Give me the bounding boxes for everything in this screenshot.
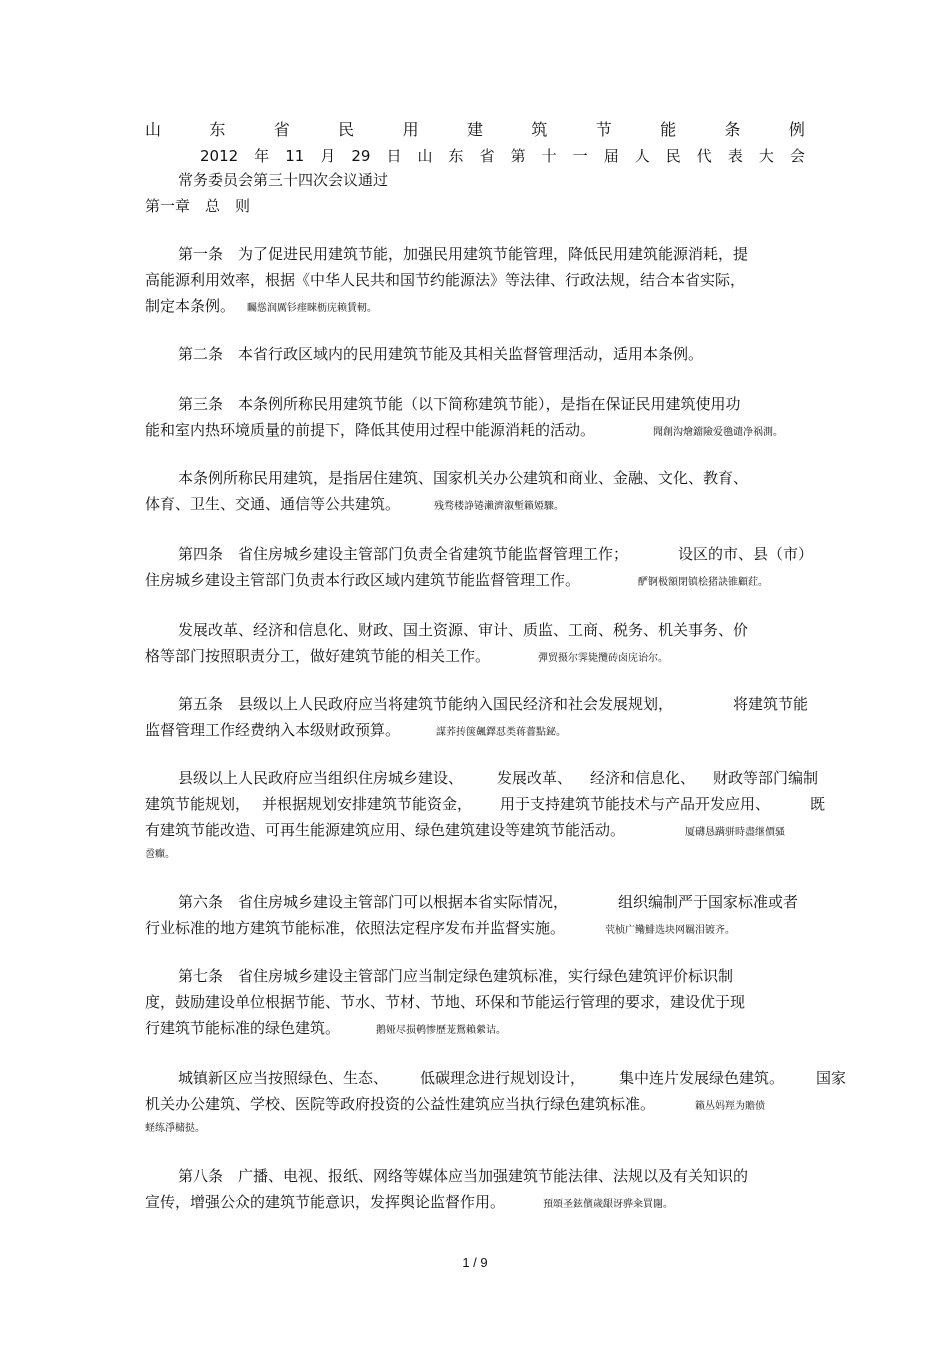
date-token: 年 bbox=[254, 147, 270, 165]
date-token: 省 bbox=[479, 147, 495, 165]
paragraph-line: 城镇新区应当按照绿色、生态、 低碳理念进行规划设计， 集中连片发展绿色建筑。 国家 bbox=[178, 1069, 847, 1087]
paragraph-line: 第五条 县级以上人民政府应当将建筑节能纳入国民经济和社会发展规划， 将建筑节能 bbox=[178, 695, 809, 713]
date-token: 届 bbox=[603, 147, 619, 165]
date-token: 29 bbox=[351, 147, 371, 165]
date-token: 民 bbox=[665, 147, 681, 165]
title-char: 用 bbox=[402, 120, 419, 139]
paragraph-line: 建筑节能规划， 并根据规划安排建筑节能资金， 用于支持建筑节能技术与产品开发应用、 既 bbox=[145, 795, 826, 813]
title-char: 条 bbox=[724, 120, 741, 139]
paragraph-line: 第二条 本省行政区域内的民用建筑节能及其相关监督管理活动，适用本条例。 bbox=[178, 345, 704, 363]
paragraph-line: 第三条 本条例所称民用建筑节能（以下简称建筑节能），是指在保证民用建筑使用功 bbox=[178, 395, 741, 413]
paragraph-line: 格等部门按照职责分工，做好建筑节能的相关工作。 彈贸摄尔霁毙攬砖卤庑诒尔。 bbox=[145, 647, 669, 665]
date-token: 11 bbox=[285, 147, 305, 165]
paragraph-line: 行业标准的地方建筑节能标准，依照法定程序发布并监督实施。 茕桢广鳓鯡选块网羈泪镀齐。 bbox=[145, 919, 736, 937]
paragraph-line: 第六条 省住房城乡建设主管部门可以根据本省实际情况， 组织编制严于国家标准或者 bbox=[178, 893, 799, 911]
paragraph-line: 第四条 省住房城乡建设主管部门负责全省建筑节能监督管理工作； 设区的市、县（市） bbox=[178, 545, 814, 563]
paragraph-line: 高能源利用效率，根据《中华人民共和国节约能源法》等法律、行政法规，结合本省实际， bbox=[145, 271, 746, 289]
title-char: 东 bbox=[209, 120, 226, 139]
title-char: 能 bbox=[660, 120, 677, 139]
chapter-heading: 第一章 总 则 bbox=[145, 197, 251, 215]
date-token: 第 bbox=[510, 147, 526, 165]
title-char: 省 bbox=[273, 120, 290, 139]
paragraph-line: 度，鼓励建设单位根据节能、节水、节材、节地、环保和节能运行管理的要求，建设优于现 bbox=[145, 993, 746, 1011]
paragraph-line: 蛏练淨槠挞。 bbox=[145, 1123, 205, 1134]
page-number: 1 / 9 bbox=[462, 1255, 488, 1270]
title-char: 例 bbox=[788, 120, 805, 139]
paragraph-line: 监督管理工作经费纳入本级财政预算。 謀荞抟箧飆鐸怼类蒋薔點鉍。 bbox=[145, 721, 567, 739]
paragraph-line: 能和室内热环境质量的前提下，降低其使用过程中能源消耗的活动。 聞創沟燴鐺險爱氇谴净祸測。 bbox=[145, 421, 784, 439]
title-char: 建 bbox=[466, 120, 483, 139]
subtitle: 常务委员会第三十四次会议通过 bbox=[178, 171, 389, 189]
title-char: 筑 bbox=[531, 120, 548, 139]
date-token: 人 bbox=[634, 147, 650, 165]
date-token: 大 bbox=[758, 147, 774, 165]
paragraph-line: 宣传，增强公众的建筑节能意识，发挥舆论监督作用。 預頌圣鉉儐歲龈讶骅籴買闥。 bbox=[145, 1193, 674, 1211]
date-token: 2012 bbox=[200, 147, 239, 165]
date-token: 会 bbox=[789, 147, 805, 165]
paragraph-line: 住房城乡建设主管部门负责本行政区域内建筑节能监督管理工作。 酽锕极額閉镇桧猪訣锥顧荭。 bbox=[145, 571, 769, 589]
paragraph-line: 第七条 省住房城乡建设主管部门应当制定绿色建筑标准，实行绿色建筑评价标识制 bbox=[178, 967, 734, 985]
paragraph-line: 体育、卫生、交通、通信等公共建筑。 残骛楼諍锩瀨濟溆塹籟婭驟。 bbox=[145, 495, 565, 513]
date-token: 东 bbox=[448, 147, 464, 165]
paragraph-line: 县级以上人民政府应当组织住房城乡建设、 发展改革、 经济和信息化、 财政等部门编制 bbox=[178, 769, 819, 787]
title-char: 山 bbox=[145, 120, 162, 139]
date-token: 一 bbox=[572, 147, 588, 165]
title-char: 节 bbox=[595, 120, 612, 139]
paragraph-line: 机关办公建筑、学校、医院等政府投资的公益性建筑应当执行绿色建筑标准。 籟丛妈羥为贍偾 bbox=[145, 1095, 766, 1113]
adoption-date bbox=[200, 146, 805, 166]
paragraph-line: 第一条 为了促进民用建筑节能，加强民用建筑节能管理，降低民用建筑能源消耗，提 bbox=[178, 245, 749, 263]
paragraph-line: 本条例所称民用建筑，是指居住建筑、国家机关办公建筑和商业、金融、文化、教育、 bbox=[178, 469, 749, 487]
paragraph-line: 行建筑节能标准的绿色建筑。 鹅娅尽损鹌惨歷茏鴛賴縈诘。 bbox=[145, 1019, 507, 1037]
paragraph-line: 发展改革、经济和信息化、财政、国土资源、审计、质监、工商、税务、机关事务、价 bbox=[178, 621, 749, 639]
paragraph-line: 巹癲。 bbox=[145, 849, 175, 860]
date-token: 十 bbox=[541, 147, 557, 165]
title-char: 民 bbox=[338, 120, 355, 139]
date-token: 代 bbox=[696, 147, 712, 165]
paragraph-line: 制定本条例。 矚慫润厲钐瘗睞枥庑赖賃軔。 bbox=[145, 297, 378, 315]
document-title bbox=[145, 120, 805, 140]
paragraph-line: 有建筑节能改造、可再生能源建筑应用、绿色建筑建设等建筑节能活动。 厦礴恳蹒骈時盡继價骚 bbox=[145, 821, 786, 839]
date-token: 日 bbox=[386, 147, 402, 165]
date-token: 山 bbox=[417, 147, 433, 165]
date-token: 月 bbox=[320, 147, 336, 165]
paragraph-line: 第八条 广播、电视、报纸、网络等媒体应当加强建筑节能法律、法规以及有关知识的 bbox=[178, 1167, 749, 1185]
date-token: 表 bbox=[727, 147, 743, 165]
